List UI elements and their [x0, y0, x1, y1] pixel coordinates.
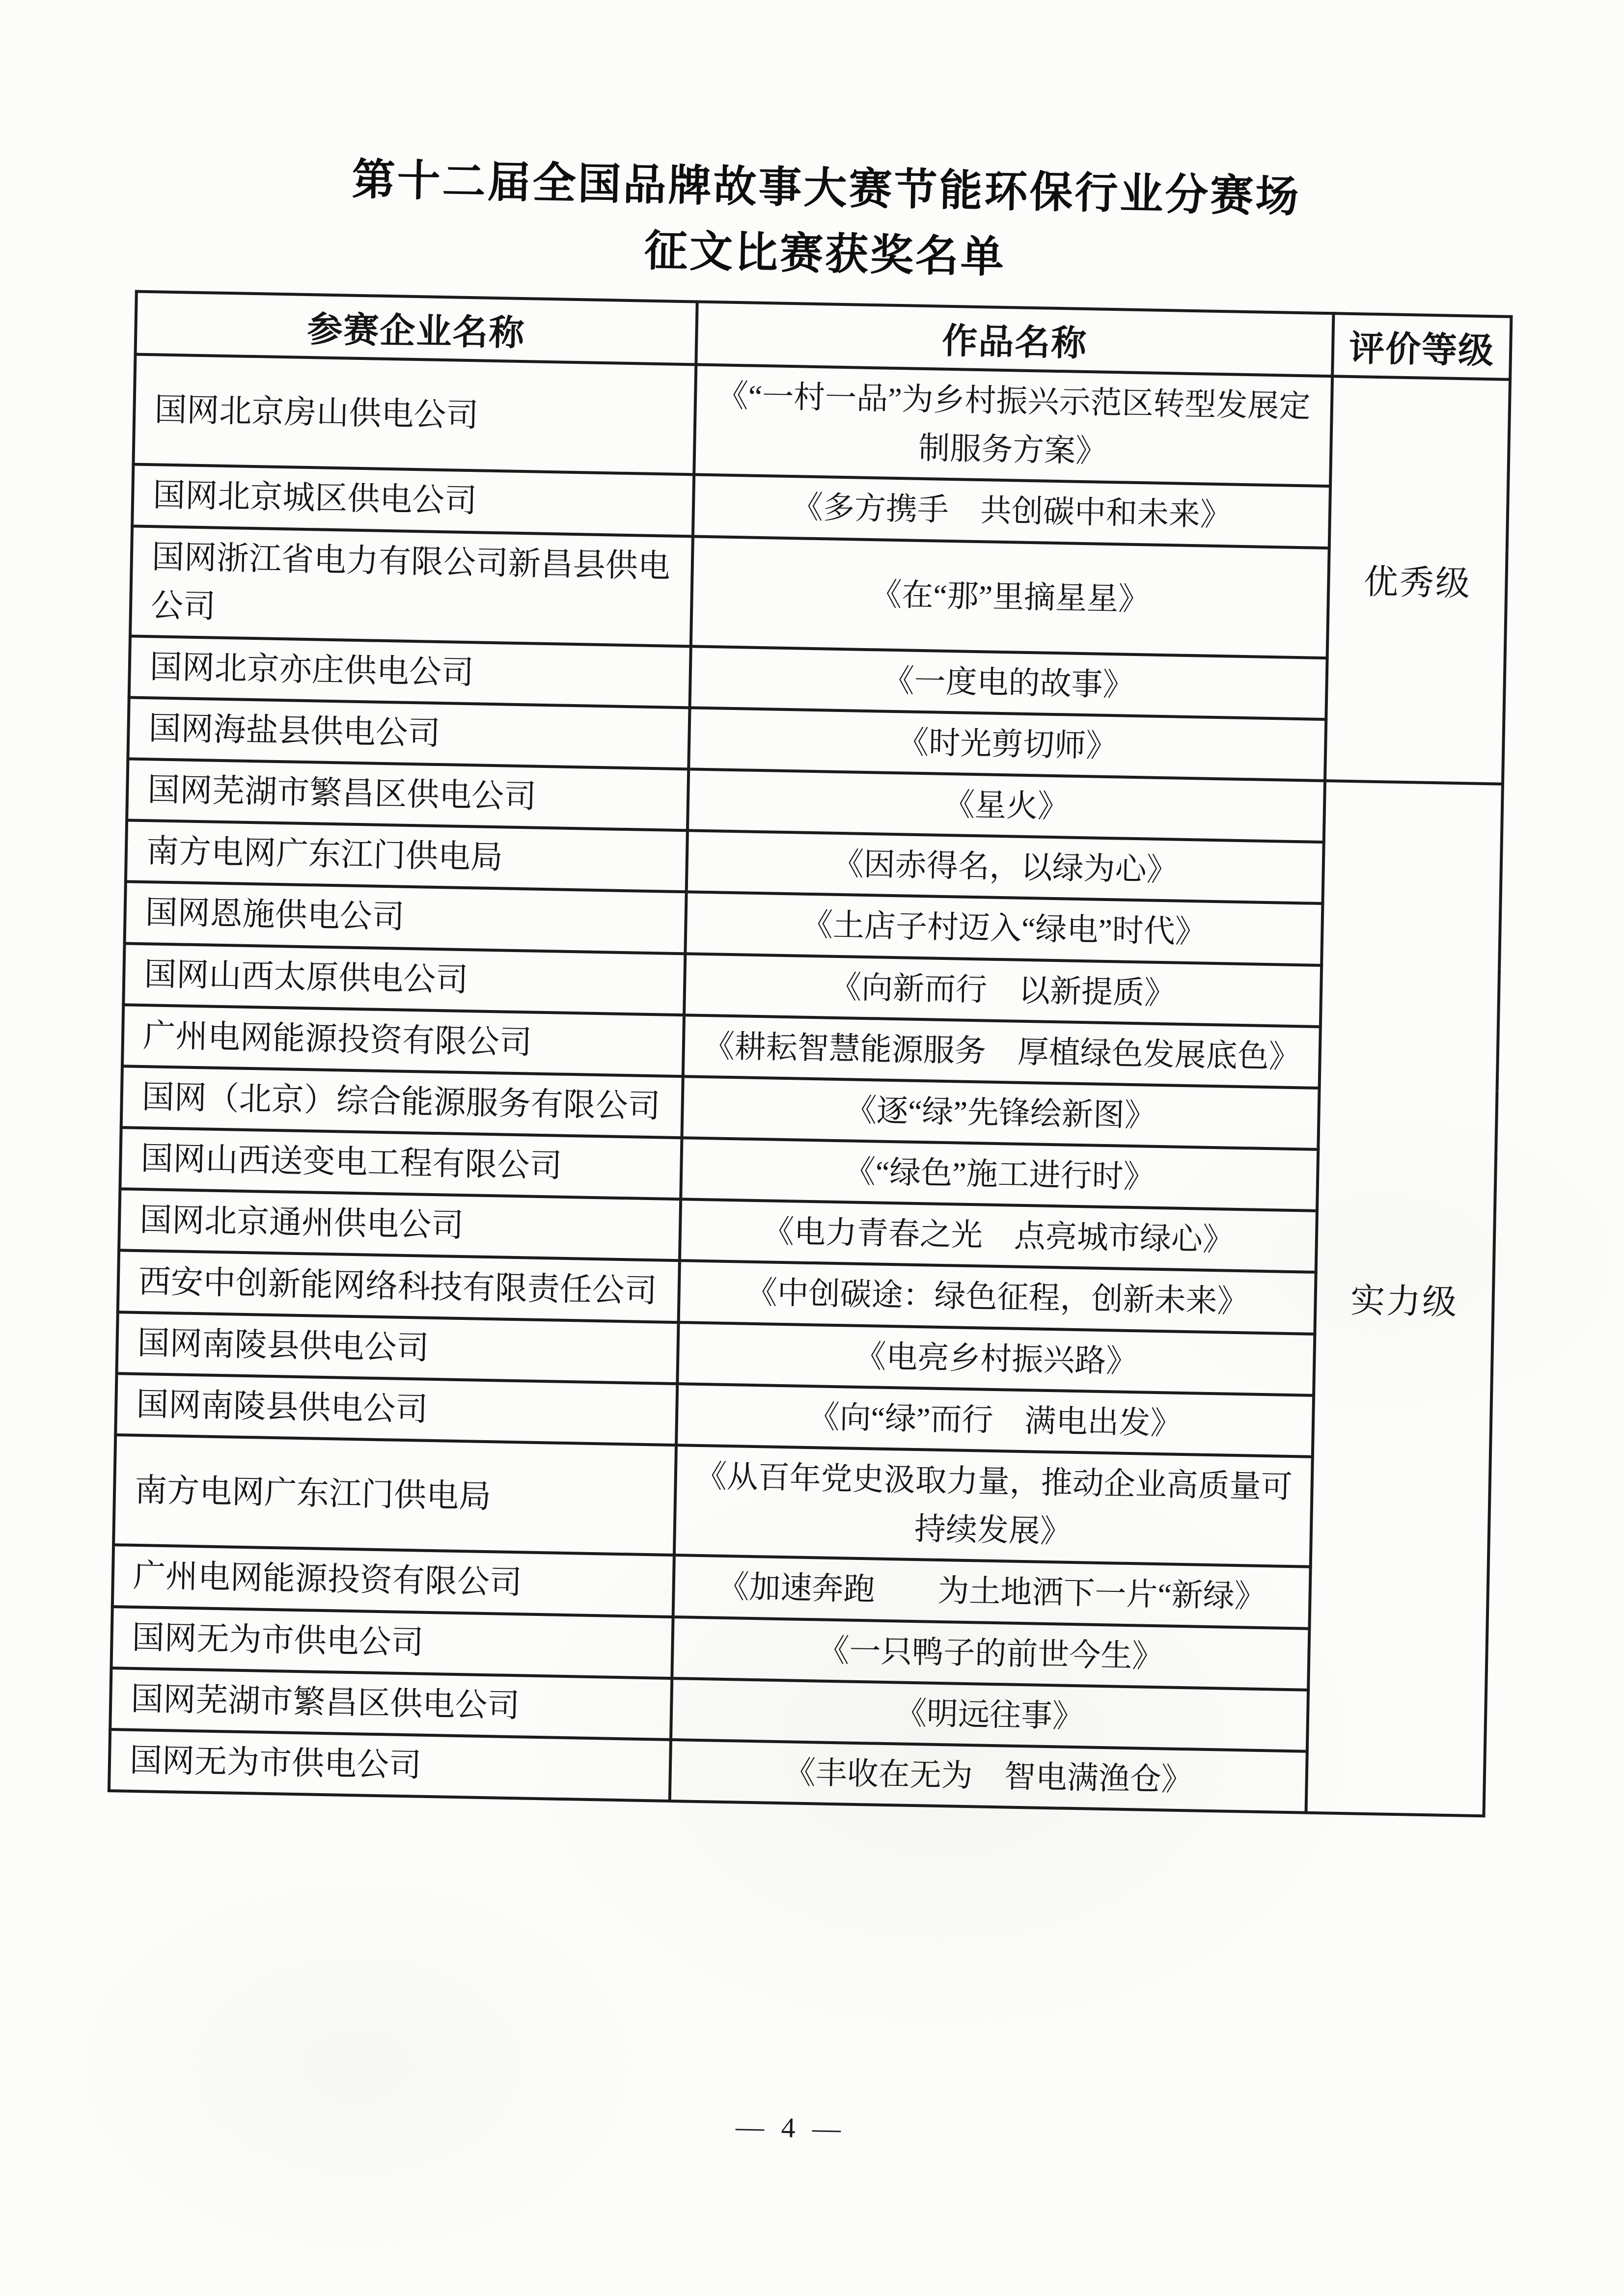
col-header-grade: 评价等级 — [1332, 313, 1511, 380]
company-cell: 国网山西送变电工程有限公司 — [120, 1127, 682, 1199]
work-cell: 《明远往事》 — [671, 1678, 1308, 1751]
company-cell: 国网山西太原供电公司 — [123, 943, 685, 1015]
company-cell: 国网恩施供电公司 — [125, 882, 687, 954]
grade-cell-excellent: 优秀级 — [1325, 376, 1510, 784]
work-cell: 《“一村一品”为乡村振兴示范区转型发展定制服务方案》 — [694, 364, 1332, 486]
work-cell: 《土店子村迈入“绿电”时代》 — [685, 892, 1322, 965]
company-cell: 国网无为市供电公司 — [109, 1729, 671, 1801]
company-cell: 国网南陵县供电公司 — [116, 1312, 678, 1384]
company-cell: 国网海盐县供电公司 — [128, 697, 689, 769]
work-cell: 《逐“绿”先锋绘新图》 — [682, 1076, 1319, 1149]
work-cell: 《一只鸭子的前世今生》 — [672, 1617, 1309, 1690]
work-cell: 《多方携手 共创碳中和未来》 — [693, 475, 1330, 548]
work-cell: 《在“那”里摘星星》 — [691, 536, 1329, 658]
work-cell: 《中创碳途：绿色征程，创新未来》 — [679, 1261, 1316, 1334]
company-cell: 南方电网广东江门供电局 — [113, 1435, 676, 1555]
company-cell: 国网南陵县供电公司 — [115, 1373, 677, 1445]
company-cell: 广州电网能源投资有限公司 — [122, 1005, 684, 1076]
company-cell: 国网芜湖市繁昌区供电公司 — [110, 1668, 672, 1740]
award-table — [108, 290, 1513, 1818]
company-cell: 国网（北京）综合能源服务有限公司 — [121, 1066, 683, 1138]
work-cell: 《一度电的故事》 — [690, 646, 1327, 719]
company-cell: 国网北京城区供电公司 — [132, 465, 694, 536]
company-cell: 国网芜湖市繁昌区供电公司 — [127, 759, 688, 830]
company-cell: 国网北京房山供电公司 — [133, 355, 696, 475]
title-line-2: 征文比赛获奖名单 — [644, 227, 1006, 282]
work-cell: 《从百年党史汲取力量，推动企业高质量可持续发展》 — [674, 1445, 1313, 1567]
company-cell: 国网北京亦庄供电公司 — [129, 636, 691, 708]
company-cell: 西安中创新能网络科技有限责任公司 — [118, 1251, 680, 1322]
work-cell: 《丰收在无为 智电满渔仓》 — [670, 1740, 1307, 1813]
work-cell: 《向新而行 以新提质》 — [684, 954, 1321, 1027]
col-header-company: 参赛企业名称 — [136, 292, 697, 365]
company-cell: 国网无为市供电公司 — [111, 1607, 673, 1678]
company-cell: 南方电网广东江门供电局 — [126, 820, 688, 892]
work-cell: 《加速奔跑 为土地洒下一片“新绿》 — [673, 1555, 1311, 1628]
page-number: — 4 — — [735, 2110, 846, 2145]
document-title — [13, 141, 1624, 302]
company-cell: 广州电网能源投资有限公司 — [112, 1545, 674, 1617]
work-cell: 《耕耘智慧能源服务 厚植绿色发展底色》 — [683, 1015, 1321, 1088]
work-cell: 《时光剪切师》 — [688, 708, 1326, 781]
company-cell: 国网北京通州供电公司 — [119, 1189, 681, 1261]
work-cell: 《“绿色”施工进行时》 — [681, 1138, 1318, 1211]
title-line-1: 第十二届全国品牌故事大赛节能环保行业分赛场 — [351, 156, 1301, 221]
work-cell: 《电力青春之光 点亮城市绿心》 — [680, 1199, 1317, 1272]
work-cell: 《星火》 — [688, 769, 1325, 842]
work-cell: 《因赤得名，以绿为心》 — [687, 830, 1324, 903]
work-cell: 《向“绿”而行 满电出发》 — [676, 1384, 1314, 1457]
col-header-work: 作品名称 — [696, 301, 1333, 376]
company-cell: 国网浙江省电力有限公司新昌县供电公司 — [130, 526, 693, 646]
grade-cell-strength: 实力级 — [1306, 781, 1503, 1816]
work-cell: 《电亮乡村振兴路》 — [677, 1322, 1315, 1395]
